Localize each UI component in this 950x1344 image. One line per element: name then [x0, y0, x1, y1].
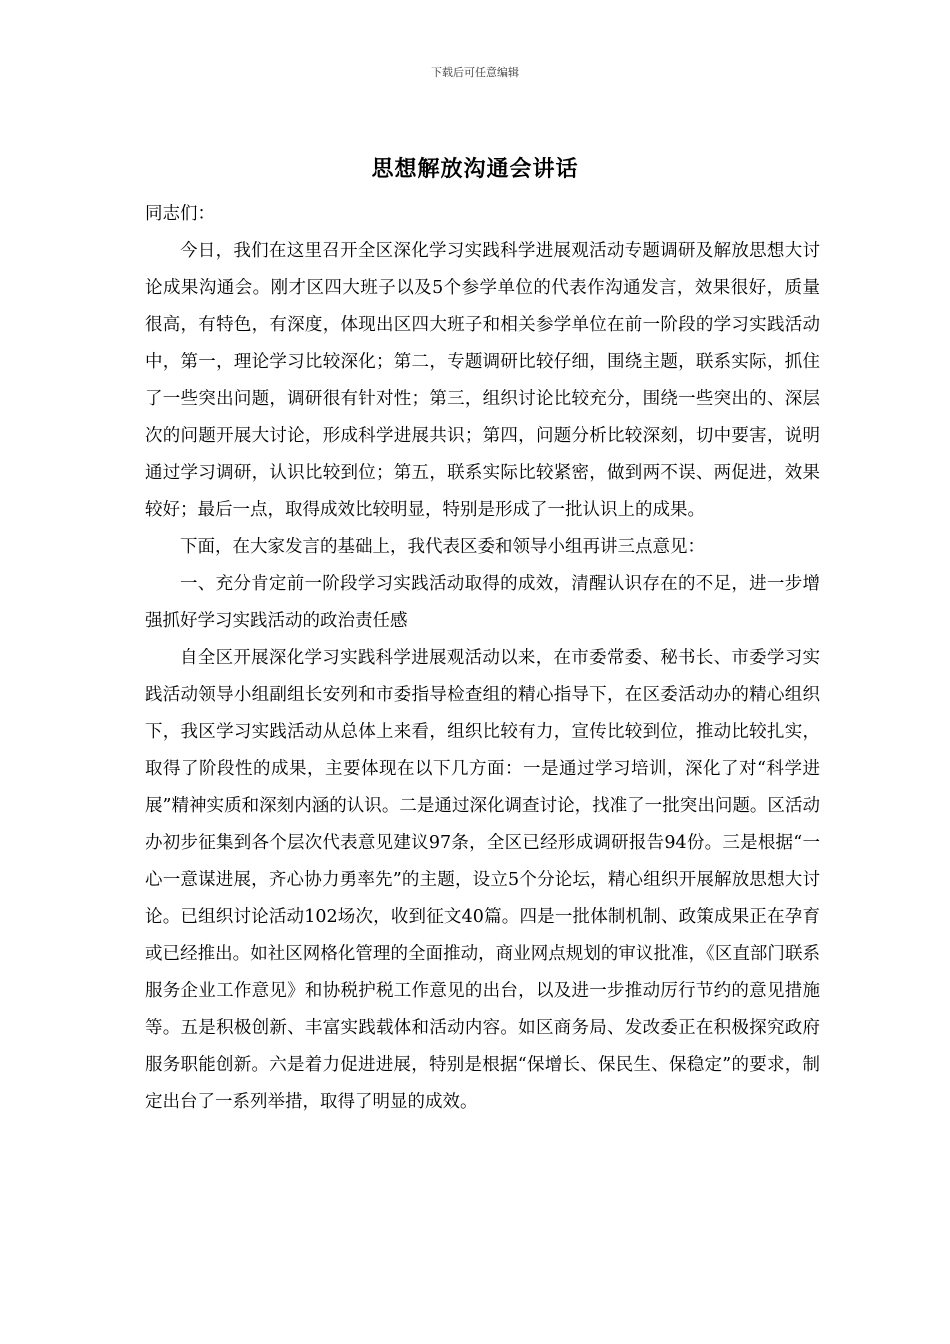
document-title: 思想解放沟通会讲话 — [371, 156, 579, 182]
paragraph: 今日，我们在这里召开全区深化学习实践科学进展观活动专题调研及解放思想大讨论成果沟通会。刚才区四大班子以及5个参学单位的代表作沟通发言，效果很好，质量很高，有特色，有深度，体现出区四大班子和相关参学单位在前一阶段的学习实践活动中，第一，理论学习比较深化；第二，专题调研比较仔细，围绕主题，联系实际，抓住了一些突出问题，调研很有针对性；第三，组织讨论比较充分，围绕一些突出的、深层次的问题开展大讨论，形成科学进展共识；第四，问题分析比较深刻，切中要害，说明通过学习调研，认识比较到位；第五，联系实际比较紧密，做到两不误、两促进，效果较好；最后一点，取得成效比较明显，特别是形成了一批认识上的成果。 — [145, 241, 820, 520]
document-body — [145, 196, 820, 1121]
header-note: 下载后可任意编辑 — [431, 66, 519, 79]
paragraph: 自全区开展深化学习实践科学进展观活动以来，在市委常委、秘书长、市委学习实践活动领导小组副组长安列和市委指导检查组的精心指导下，在区委活动办的精心组织下，我区学习实践活动从总体上来看，组织比较有力，宣传比较到位，推动比较扎实，取得了阶段性的成果，主要体现在以下几方面：一是通过学习培训，深化了对“科学进展”精神实质和深刻内涵的认识。二是通过深化调查讨论，找准了一批突出问题。区活动办初步征集到各个层次代表意见建议97条，全区已经形成调研报告94份。三是根据“一心一意谋进展，齐心协力勇率先”的主题，设立5个分论坛，精心组织开展解放思想大讨论。已组织讨论活动102场次，收到征文40篇。四是一批体制机制、政策成果正在孕育或已经推出。如社区网格化管理的全面推动，商业网点规划的审议批准，《区直部门联系服务企业工作意见》和协税护税工作意见的出台，以及进一步推动厉行节约的意见措施等。五是积极创新、丰富实践载体和活动内容。如区商务局、发改委正在积极探究政府服务职能创新。六是着力促进进展，特别是根据“保增长、保民生、保稳定”的要求，制定出台了一系列举措，取得了明显的成效。 — [145, 648, 820, 1112]
salutation: 同志们： — [145, 204, 215, 224]
section-heading: 一、充分肯定前一阶段学习实践活动取得的成效，清醒认识存在的不足，进一步增强抓好学习实践活动的政治责任感 — [145, 574, 820, 631]
paragraph: 下面，在大家发言的基础上，我代表区委和领导小组再讲三点意见： — [180, 537, 705, 557]
